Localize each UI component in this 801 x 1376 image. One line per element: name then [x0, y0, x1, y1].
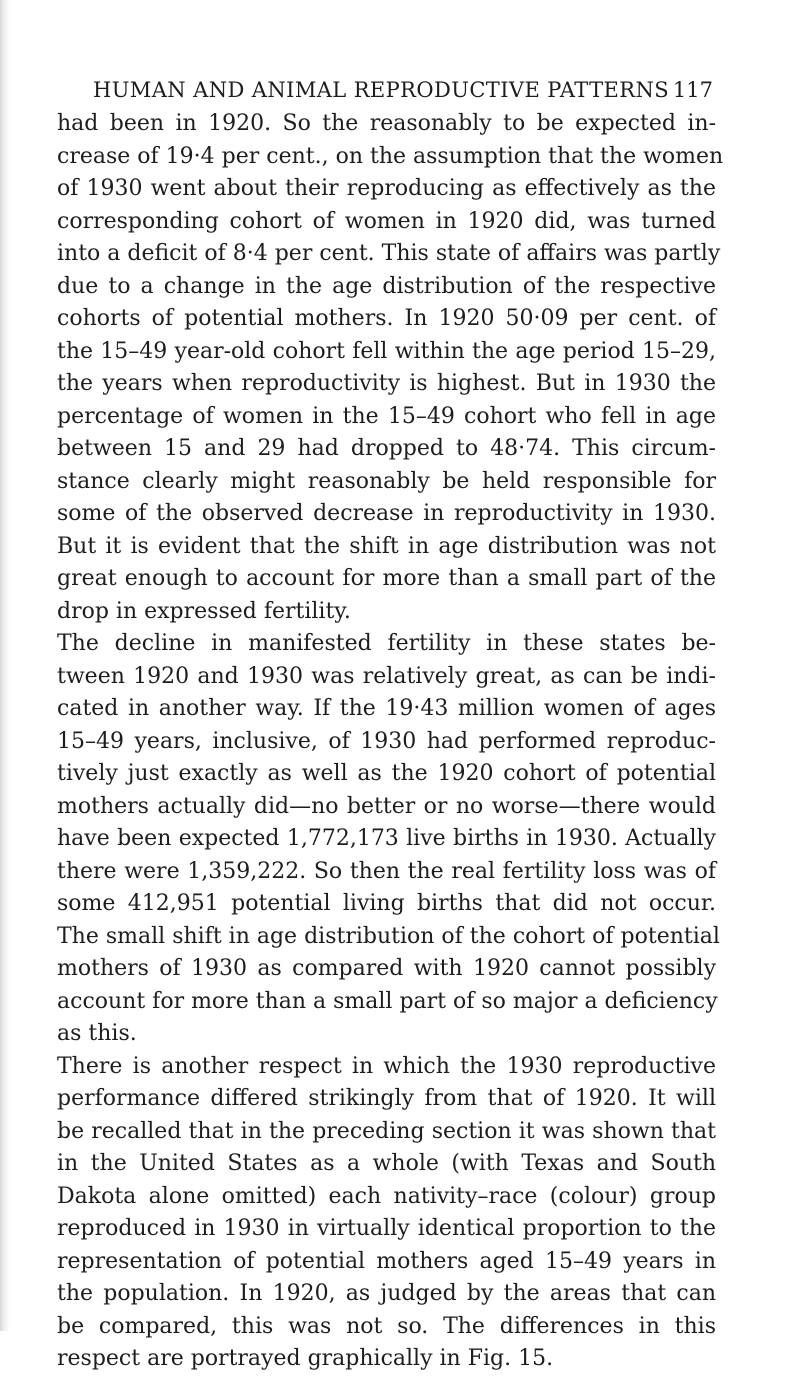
- text-line: But it is evident that the shift in age distribution was not: [57, 533, 716, 559]
- paragraph-start-line: There is another respect in which the 1930 reproductive: [57, 1053, 716, 1079]
- text-line: corresponding cohort of women in 1920 did, was turned: [57, 208, 716, 234]
- text-line: the population. In 1920, as judged by the areas that can: [57, 1281, 716, 1306]
- body-text: [57, 108, 724, 1376]
- text-line: be recalled that in the preceding section it was shown that: [57, 1118, 716, 1144]
- text-line: some 412,951 potential living births that did not occur.: [57, 891, 716, 916]
- text-line: stance clearly might reasonably be held responsible for: [57, 468, 716, 494]
- text-line: had been in 1920. So the reasonably to be expected in-: [57, 111, 716, 136]
- text-line: percentage of women in the 15–49 cohort who fell in age: [57, 403, 716, 429]
- text-line: into a deficit of 8·4 per cent. This state of affairs was partly: [57, 241, 721, 266]
- text-line: there were 1,359,222. So then the real fertility loss was of: [57, 858, 716, 884]
- text-line: The small shift in age distribution of the cohort of potential: [57, 923, 720, 949]
- text-line: account for more than a small part of so major a deficiency: [57, 988, 718, 1014]
- paragraph-start-line: The decline in manifested fertility in these states be-: [57, 631, 716, 656]
- text-line: some of the observed decrease in reproductivity in 1930.: [57, 501, 716, 526]
- text-line: tively just exactly as well as the 1920 cohort of potential: [57, 761, 716, 786]
- text-line: cated in another way. If the 19·43 million women of ages: [57, 696, 716, 721]
- paragraph-end-line: respect are portrayed graphically in Fig. 15.: [57, 1346, 554, 1371]
- text-line: reproduced in 1930 in virtually identical proportion to the: [57, 1216, 716, 1241]
- text-line: be compared, this was not so. The differences in this: [57, 1313, 716, 1339]
- text-line: between 15 and 29 had dropped to 48·74. This circum-: [57, 436, 716, 461]
- text-line: due to a change in the age distribution of the respective: [57, 273, 716, 299]
- text-line: 15–49 years, inclusive, of 1930 had performed reproduc-: [57, 728, 716, 754]
- text-line: Dakota alone omitted) each nativity–race (colour) group: [57, 1183, 716, 1209]
- page-edge-shadow: [0, 0, 10, 1331]
- page-number: 117: [672, 78, 713, 102]
- text-line: the years when reproductivity is highest. But in 1930 the: [57, 371, 716, 396]
- text-line: the 15–49 year-old cohort fell within the age period 15–29,: [57, 338, 716, 364]
- text-line: in the United States as a whole (with Texas and South: [57, 1151, 716, 1176]
- text-line: have been expected 1,772,173 live births in 1930. Actually: [57, 826, 716, 851]
- text-line: crease of 19·4 per cent., on the assumption that the women: [57, 143, 724, 169]
- text-line: mothers actually did—no better or no worse—there would: [57, 793, 716, 819]
- paragraph-end-line: as this.: [57, 1021, 137, 1046]
- text-line: great enough to account for more than a small part of the: [57, 566, 716, 591]
- text-line: of 1930 went about their reproducing as effectively as the: [57, 176, 716, 201]
- running-head: [93, 78, 713, 112]
- text-line: performance differed strikingly from that of 1920. It will: [57, 1086, 716, 1111]
- text-line: mothers of 1930 as compared with 1920 cannot possibly: [57, 956, 716, 981]
- text-line: representation of potential mothers aged 15–49 years in: [57, 1248, 716, 1274]
- text-line: tween 1920 and 1930 was relatively great, as can be indi-: [57, 663, 716, 689]
- running-title: HUMAN AND ANIMAL REPRODUCTIVE PATTERNS: [93, 78, 670, 102]
- text-line: cohorts of potential mothers. In 1920 50·09 per cent. of: [57, 306, 716, 331]
- paragraph-end-line: drop in expressed fertility.: [57, 598, 351, 624]
